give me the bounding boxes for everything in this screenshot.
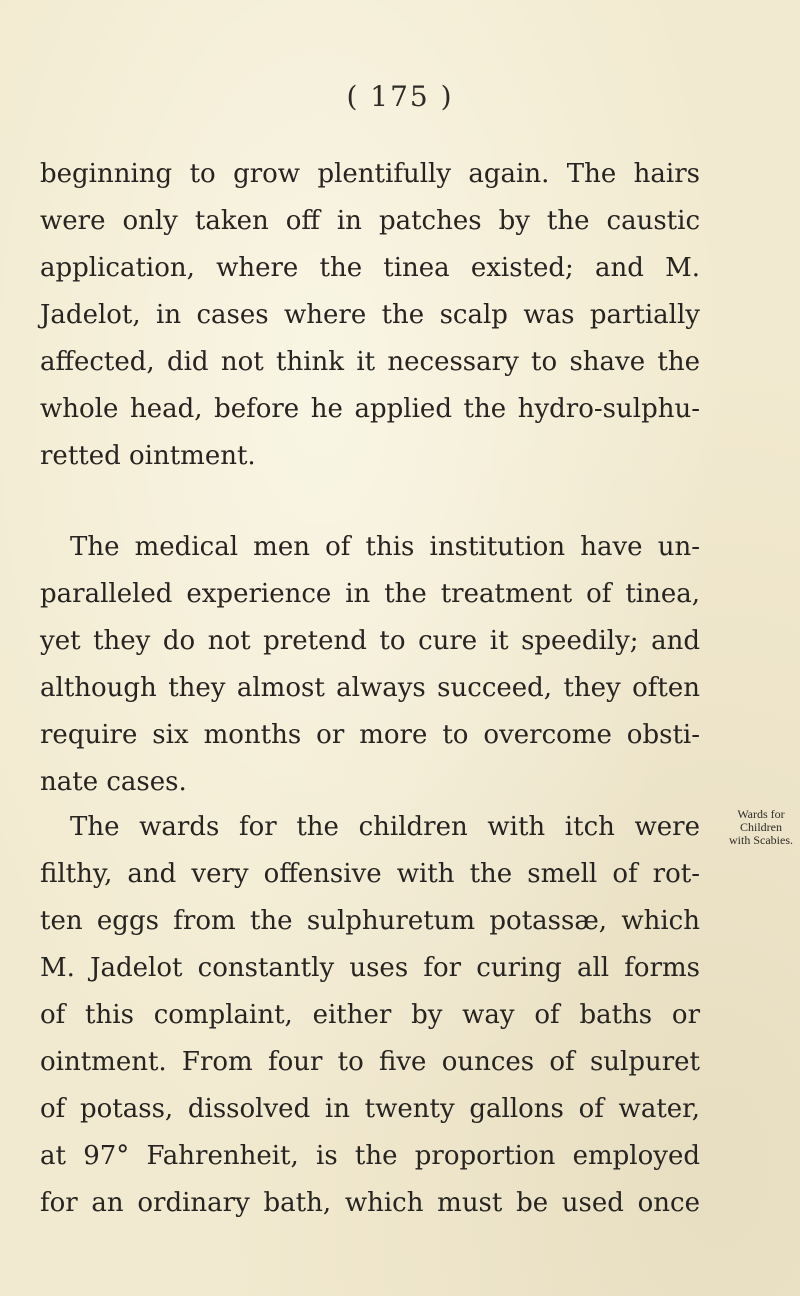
text-line: M. Jadelot constantly uses for curing all forms: [40, 953, 700, 983]
text-line: application, where the tinea existed; and M.: [40, 253, 700, 283]
text-line: beginning to grow plentifully again. The hairs: [40, 159, 700, 189]
text-line: of this complaint, either by way of baths or: [40, 1000, 700, 1030]
paragraph-1: [40, 151, 700, 480]
marginal-note-line: with Scabies.: [729, 833, 793, 847]
text-line: nate cases.: [40, 767, 187, 797]
page-number: ( 175 ): [346, 80, 454, 113]
text-line: although they almost always succeed, they often: [40, 673, 700, 703]
text-line: filthy, and very offensive with the smell of rot-: [40, 859, 700, 889]
marginal-note: [722, 808, 800, 847]
paragraph-2: [40, 524, 700, 806]
text-line: paralleled experience in the treatment of tinea,: [40, 579, 700, 609]
text-line: ointment. From four to five ounces of sulpuret: [40, 1047, 700, 1077]
text-line: for an ordinary bath, which must be used once: [40, 1188, 700, 1218]
marginal-note-line: Children: [740, 820, 782, 834]
text-line: were only taken off in patches by the caustic: [40, 206, 700, 236]
text-line: of potass, dissolved in twenty gallons of water,: [40, 1094, 700, 1124]
text-line: ten eggs from the sulphuretum potassæ, which: [40, 906, 700, 936]
text-line: whole head, before he applied the hydro-sulphu-: [40, 394, 700, 424]
paragraph-3: [40, 804, 700, 1227]
text-line: require six months or more to overcome obsti-: [40, 720, 700, 750]
text-line: affected, did not think it necessary to shave the: [40, 347, 700, 377]
marginal-note-line: Wards for: [737, 807, 785, 821]
text-line: at 97° Fahrenheit, is the proportion employed: [40, 1141, 700, 1171]
text-line: Jadelot, in cases where the scalp was partially: [40, 300, 700, 330]
text-line: retted ointment.: [40, 441, 256, 471]
text-line: The medical men of this institution have un-: [70, 532, 700, 562]
text-line: yet they do not pretend to cure it speedily; and: [40, 626, 700, 656]
text-line: The wards for the children with itch were: [70, 812, 700, 842]
